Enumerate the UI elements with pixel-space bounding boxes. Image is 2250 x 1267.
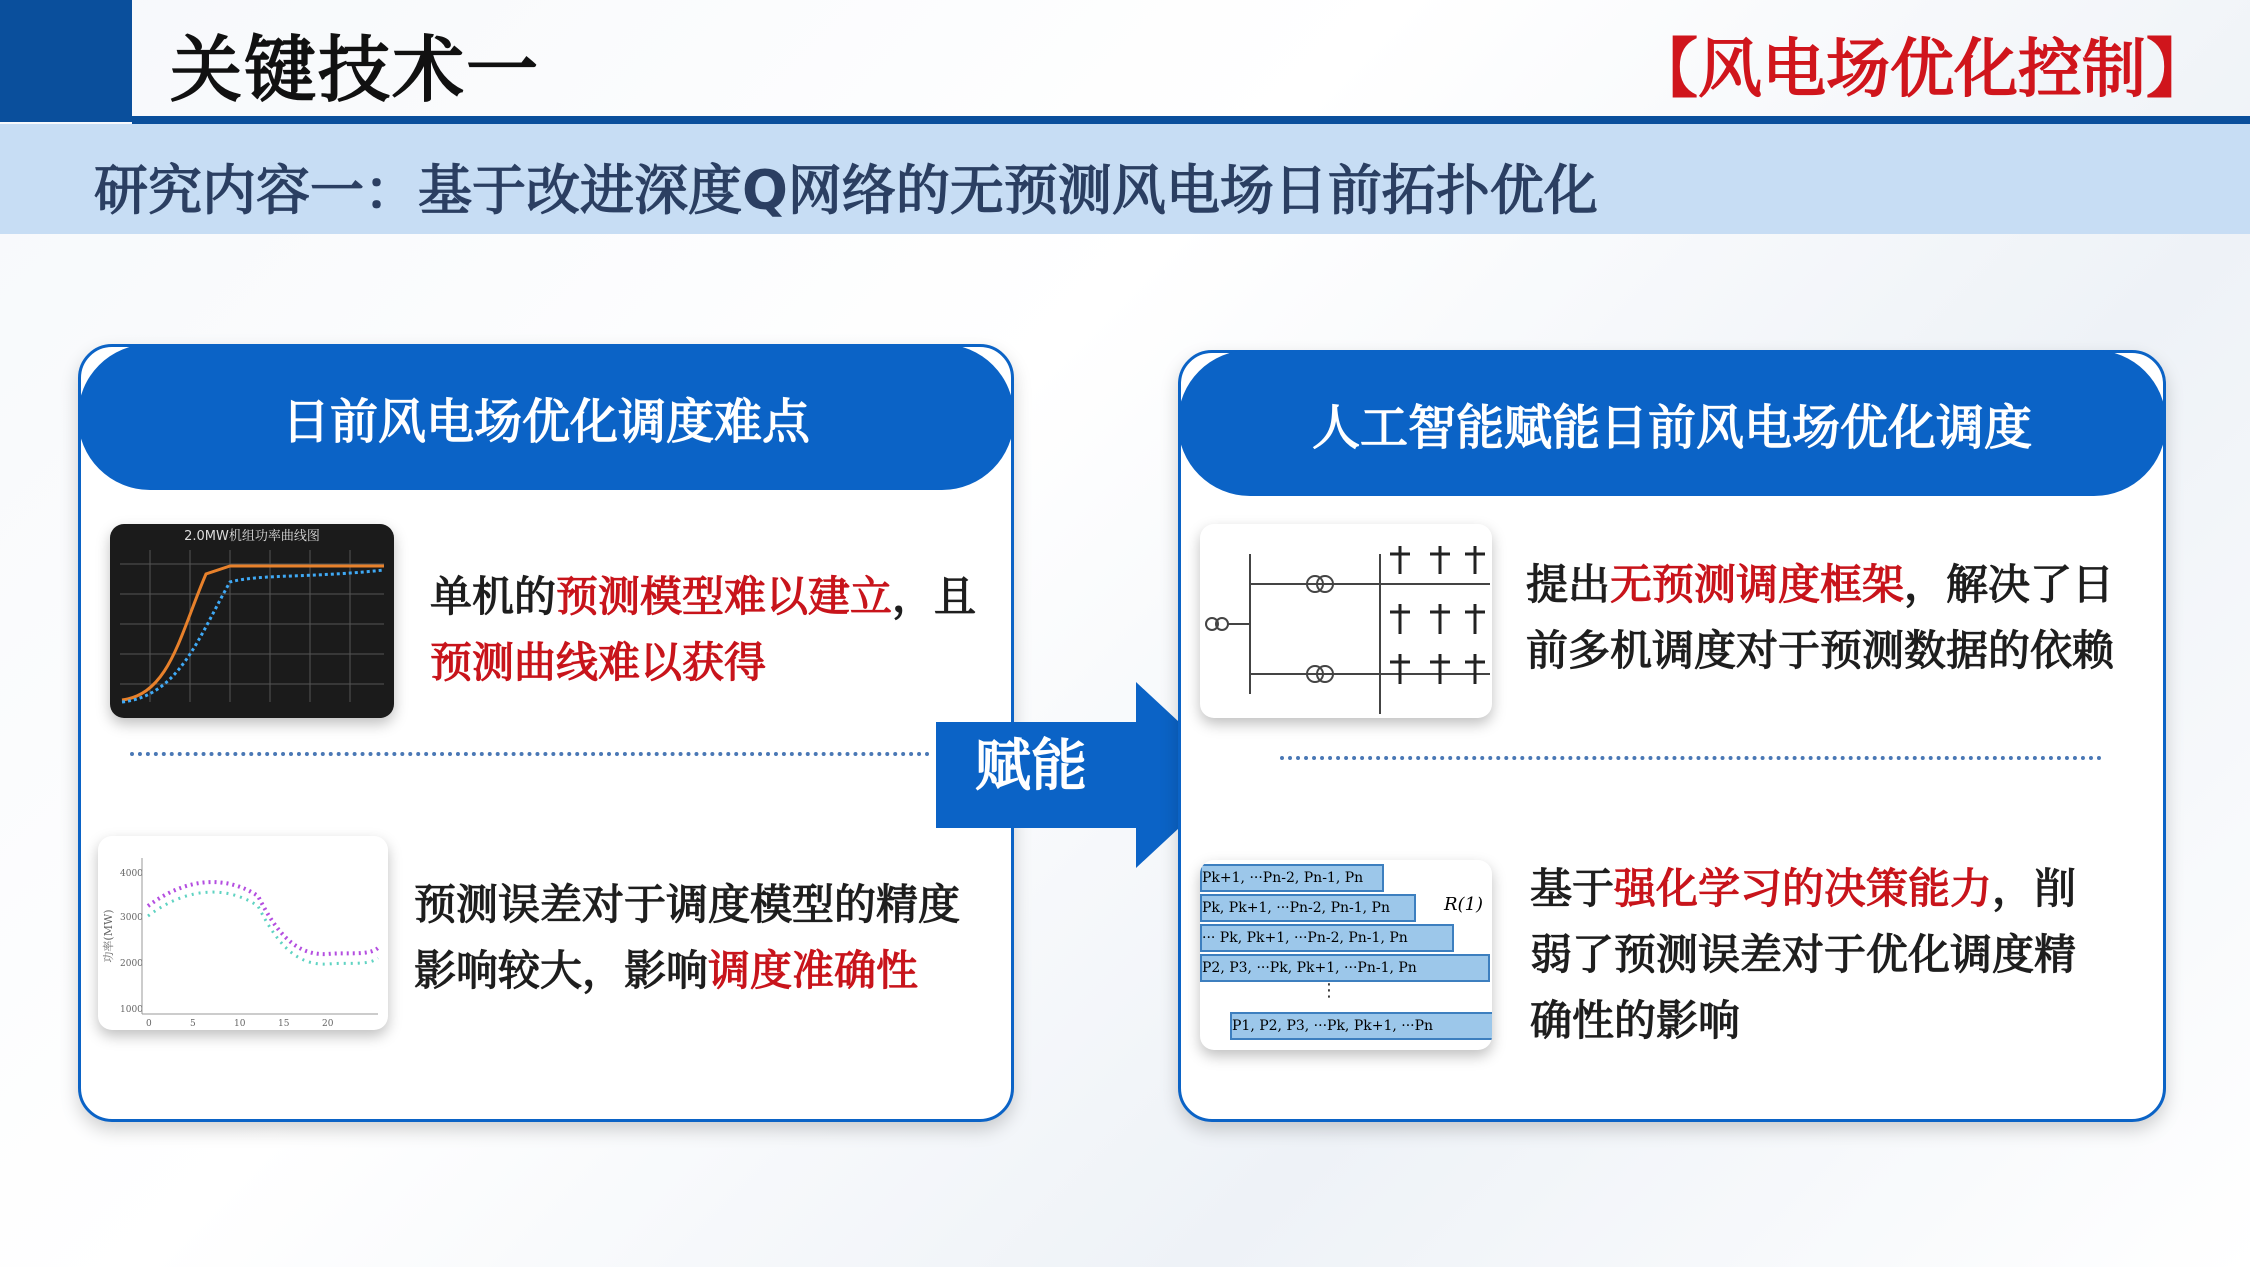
power-curve-thumb-title: 2.0MW机组功率曲线图: [184, 529, 320, 544]
sequence-row: P2, P3, ···Pk, Pk+1, ···Pn-1, Pn: [1200, 954, 1490, 982]
ellipsis: ⋮: [1320, 980, 1338, 1001]
header-rule: [132, 116, 2250, 124]
ytick: 2000: [120, 959, 143, 969]
left-card-title: 日前风电场优化调度难点: [78, 344, 1014, 490]
reward-label: R(1): [1444, 894, 1484, 915]
header-corner-block: [0, 0, 132, 122]
replay-sequence-thumbnail: [1200, 860, 1492, 1050]
wind-farm-topology-diagram: [1200, 524, 1492, 718]
right-card-title: 人工智能赋能日前风电场优化调度: [1178, 350, 2166, 496]
section-tag: 【风电场优化控制】: [1634, 33, 2210, 107]
left-divider: [130, 752, 930, 756]
xtick: 10: [234, 1019, 246, 1029]
right-divider: [1280, 756, 2102, 760]
error-scatter-thumbnail: [98, 836, 388, 1030]
ytick: 3000: [120, 913, 143, 923]
sequence-row: Pk+1, ···Pn-2, Pn-1, Pn: [1200, 864, 1384, 892]
xtick: 5: [190, 1019, 196, 1029]
right-item2-text: 基于强化学习的决策能力，削 弱了预测误差对于优化调度精 确性的影响: [1530, 864, 2077, 1045]
error-chart-ylabel: 功率(MW): [102, 909, 115, 963]
ytick: 4000: [120, 869, 143, 879]
left-item1-text: 单机的预测模型难以建立，且 预测曲线难以获得: [430, 572, 977, 687]
xtick: 20: [322, 1019, 334, 1029]
wind-farm-topology-thumbnail: [1200, 524, 1492, 718]
xtick: 0: [146, 1019, 152, 1029]
sequence-row: Pk, Pk+1, ···Pn-2, Pn-1, Pn: [1200, 894, 1416, 922]
right-item1-text: 提出无预测调度框架，解决了日 前多机调度对于预测数据的依赖: [1526, 560, 2115, 675]
sequence-row: P1, P2, P3, ···Pk, Pk+1, ···Pn: [1230, 1012, 1492, 1040]
ytick: 1000: [120, 1005, 143, 1015]
slide-title: 关键技术一: [170, 28, 541, 112]
xtick: 15: [278, 1019, 290, 1029]
power-curve-chart: [110, 524, 394, 718]
power-curve-thumbnail: [110, 524, 394, 718]
empower-arrow-label: 赋能: [975, 734, 1087, 799]
error-scatter-chart: [98, 836, 388, 1030]
left-item2-text: 预测误差对于调度模型的精度 影响较大，影响调度准确性: [414, 880, 961, 995]
slide-subtitle: 研究内容一：基于改进深度Q网络的无预测风电场日前拓扑优化: [94, 159, 1598, 222]
sequence-row: ··· Pk, Pk+1, ···Pn-2, Pn-1, Pn: [1200, 924, 1454, 952]
